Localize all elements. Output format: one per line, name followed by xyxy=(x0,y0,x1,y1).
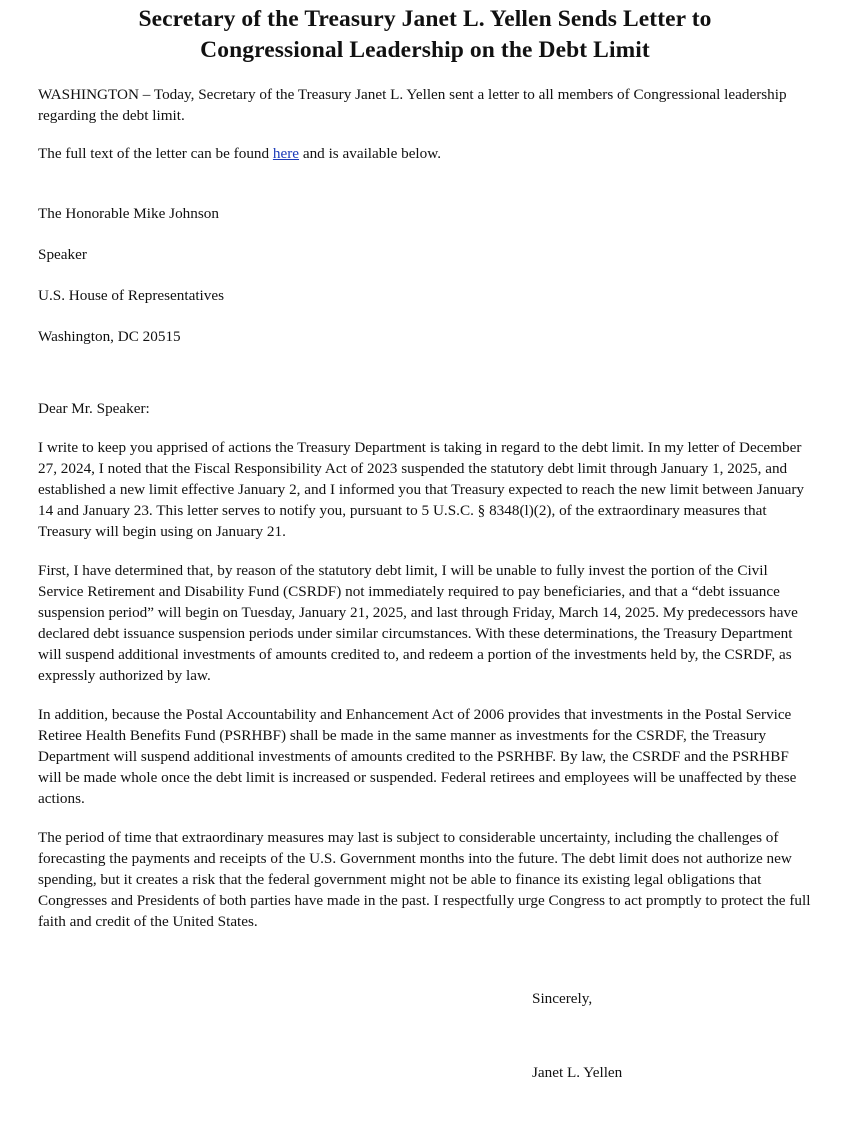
signer-name: Janet L. Yellen xyxy=(532,1064,623,1081)
closing: Sincerely, xyxy=(532,990,593,1007)
letter-paragraph-2: First, I have determined that, by reason of the statutory debt limit, I will be unable to fully invest the portion of the Civil Service Retirement and Disability Fund (CSRDF) not immediately required to pay beneficiaries, and that a “debt issuance suspension period” will begin on Tuesday, January 21, 2025, and last through Friday, March 14, 2025. My predecessors have declared debt issuance suspension periods under similar circumstances. With these determinations, the Treasury Department will suspend additional investments of amounts credited to, and redeem a portion of the investments held by, the CSRDF, as expressly authorized by law. xyxy=(38,562,798,684)
letter-paragraph-3: In addition, because the Postal Accountability and Enhancement Act of 2006 provides that investments in the Postal Service Retiree Health Benefits Fund (PSRHBF) shall be made in the same manner as investments for the CSRDF, the Treasury Department will suspend additional investments of amounts credited to the PSRHBF. By law, the CSRDF and the PSRHBF will be made whole once the debt limit is increased or suspended. Federal retirees and employees will be unaffected by these actions. xyxy=(38,706,797,807)
salutation: Dear Mr. Speaker: xyxy=(38,400,150,417)
letter-paragraph-4: The period of time that extraordinary measures may last is subject to considerable uncertainty, including the challenges of forecasting the payments and receipts of the U.S. Government months into the future. The debt limit does not authorize new spending, but it creates a risk that the federal government might not be able to finance its existing legal obligations that Congresses and Presidents of both parties have made in the past. I respectfully urge Congress to act promptly to protect the full faith and credit of the United States. xyxy=(38,829,811,930)
full-text-note xyxy=(38,143,812,164)
intro-paragraph: WASHINGTON – Today, Secretary of the Treasury Janet L. Yellen sent a letter to all members of Congressional leadership regarding the debt limit. xyxy=(38,86,787,124)
full-text-before: The full text of the letter can be found xyxy=(38,145,273,162)
here-link[interactable]: here xyxy=(272,145,300,162)
full-text-after: and is available below. xyxy=(299,145,442,162)
headline-line-2: Congressional Leadership on the Debt Limit xyxy=(200,37,650,63)
headline xyxy=(38,4,812,66)
headline-line-1: Secretary of the Treasury Janet L. Yellen Sends Letter to xyxy=(138,6,712,32)
recipient-name: The Honorable Mike Johnson xyxy=(38,205,219,222)
recipient-city: Washington, DC 20515 xyxy=(38,328,181,345)
recipient-title: Speaker xyxy=(38,246,87,263)
recipient-office: U.S. House of Representatives xyxy=(38,287,225,304)
letter-paragraph-1: I write to keep you apprised of actions the Treasury Department is taking in regard to the debt limit. In my letter of December 27, 2024, I noted that the Fiscal Responsibility Act of 2023 suspended the statutory debt limit through January 1, 2025, and established a new limit effective January 2, and I informed you that Treasury expected to reach the new limit between January 14 and January 23. This letter serves to notify you, pursuant to 5 U.S.C. § 8348(l)(2), of the extraordinary measures that Treasury will begin using on January 21. xyxy=(38,439,805,540)
